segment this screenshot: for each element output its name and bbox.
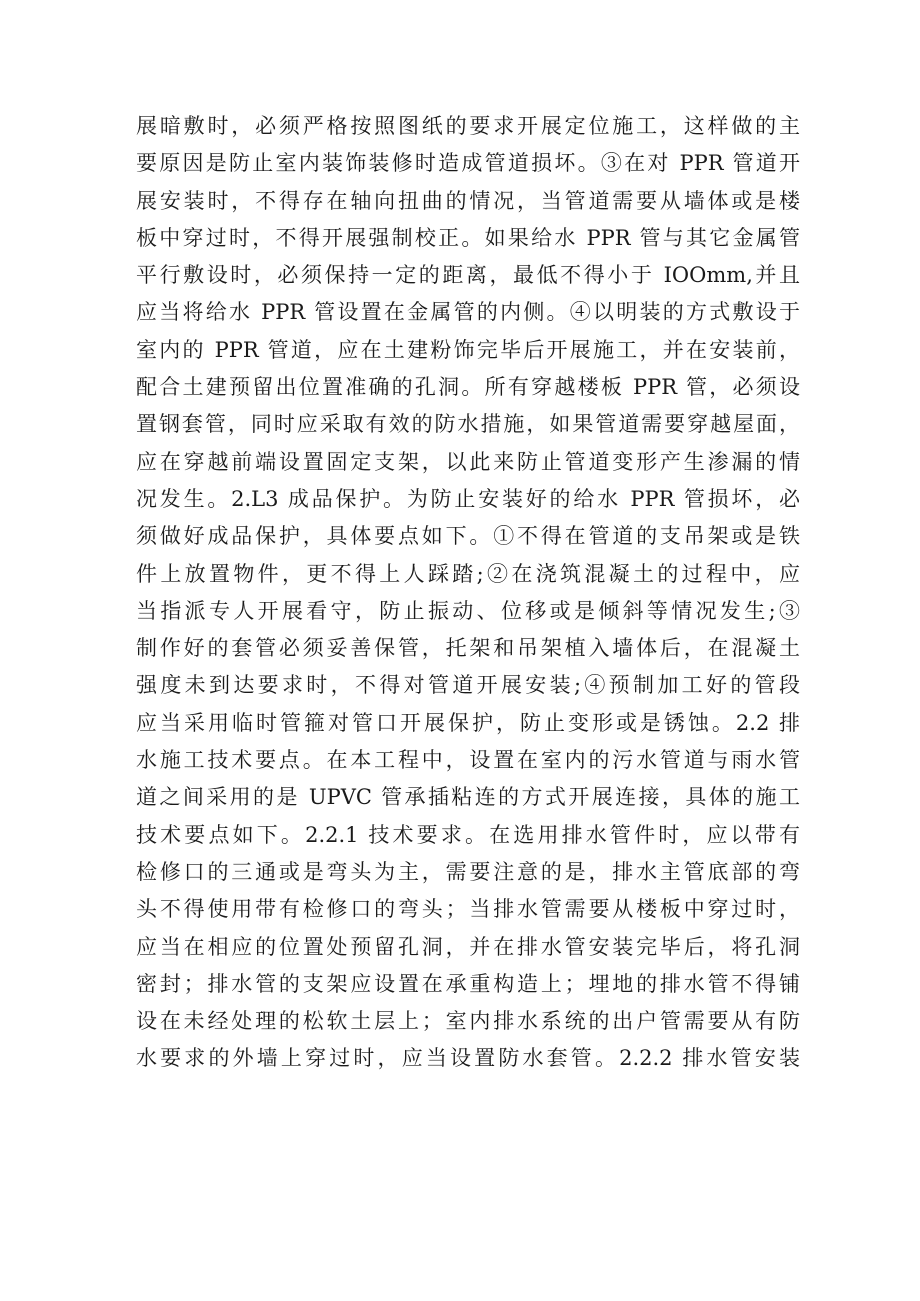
text-line-26: 水要求的外墙上穿过时，应当设置防水套管。2.2.2 排水管安装 bbox=[136, 1046, 800, 1071]
text-line-13: 件上放置物件，更不得上人踩踏;②在浇筑混凝土的过程中，应 bbox=[136, 561, 800, 586]
text-line-12: 须做好成品保护，具体要点如下。①不得在管道的支吊架或是铁 bbox=[136, 524, 800, 549]
text-line-9: 置钢套管，同时应采取有效的防水措施，如果管道需要穿越屋面， bbox=[136, 412, 800, 437]
text-line-4: 板中穿过时，不得开展强制校正。如果给水 PPR 管与其它金属管 bbox=[136, 225, 800, 250]
text-line-21: 检修口的三通或是弯头为主，需要注意的是，排水主管底部的弯 bbox=[136, 859, 800, 884]
text-line-11: 况发生。2.L3 成品保护。为防止安装好的给水 PPR 管损坏，必 bbox=[136, 486, 800, 511]
text-line-3: 展安装时，不得存在轴向扭曲的情况，当管道需要从墙体或是楼 bbox=[136, 188, 800, 213]
text-line-24: 密封；排水管的支架应设置在承重构造上；埋地的排水管不得铺 bbox=[136, 971, 800, 996]
text-line-6: 应当将给水 PPR 管设置在金属管的内侧。④以明装的方式敷设于 bbox=[136, 300, 800, 325]
text-line-10: 应在穿越前端设置固定支架，以此来防止管道变形产生渗漏的情 bbox=[136, 449, 800, 474]
text-line-1: 展暗敷时，必须严格按照图纸的要求开展定位施工，这样做的主 bbox=[136, 114, 800, 138]
text-line-18: 水施工技术要点。在本工程中，设置在室内的污水管道与雨水管 bbox=[136, 748, 800, 773]
text-line-15: 制作好的套管必须妥善保管，托架和吊架植入墙体后，在混凝土 bbox=[136, 636, 800, 661]
text-line-2: 要原因是防止室内装饰装修时造成管道损坏。③在对 PPR 管道开 bbox=[136, 151, 800, 176]
text-line-25: 设在未经处理的松软土层上；室内排水系统的出户管需要从有防 bbox=[136, 1009, 800, 1034]
text-line-8: 配合土建预留出位置准确的孔洞。所有穿越楼板 PPR 管，必须设 bbox=[136, 375, 800, 400]
text-line-7: 室内的 PPR 管道，应在土建粉饰完毕后开展施工，并在安装前， bbox=[136, 337, 800, 362]
text-line-20: 技术要点如下。2.2.1 技术要求。在选用排水管件时，应以带有 bbox=[136, 822, 800, 847]
text-line-14: 当指派专人开展看守，防止振动、位移或是倾斜等情况发生;③ bbox=[136, 598, 800, 623]
text-line-16: 强度未到达要求时，不得对管道开展安装;④预制加工好的管段 bbox=[136, 673, 800, 698]
text-line-17: 应当采用临时管箍对管口开展保护，防止变形或是锈蚀。2.2 排 bbox=[136, 710, 800, 735]
text-line-23: 应当在相应的位置处预留孔洞，并在排水管安装完毕后，将孔洞 bbox=[136, 934, 800, 959]
text-line-22: 头不得使用带有检修口的弯头；当排水管需要从楼板中穿过时， bbox=[136, 897, 800, 922]
text-line-5: 平行敷设时，必须保持一定的距离，最低不得小于 IOOmm,并且 bbox=[136, 263, 800, 288]
text-line-19: 道之间采用的是 UPVC 管承插粘连的方式开展连接，具体的施工 bbox=[136, 785, 800, 810]
body-text bbox=[136, 108, 800, 1078]
